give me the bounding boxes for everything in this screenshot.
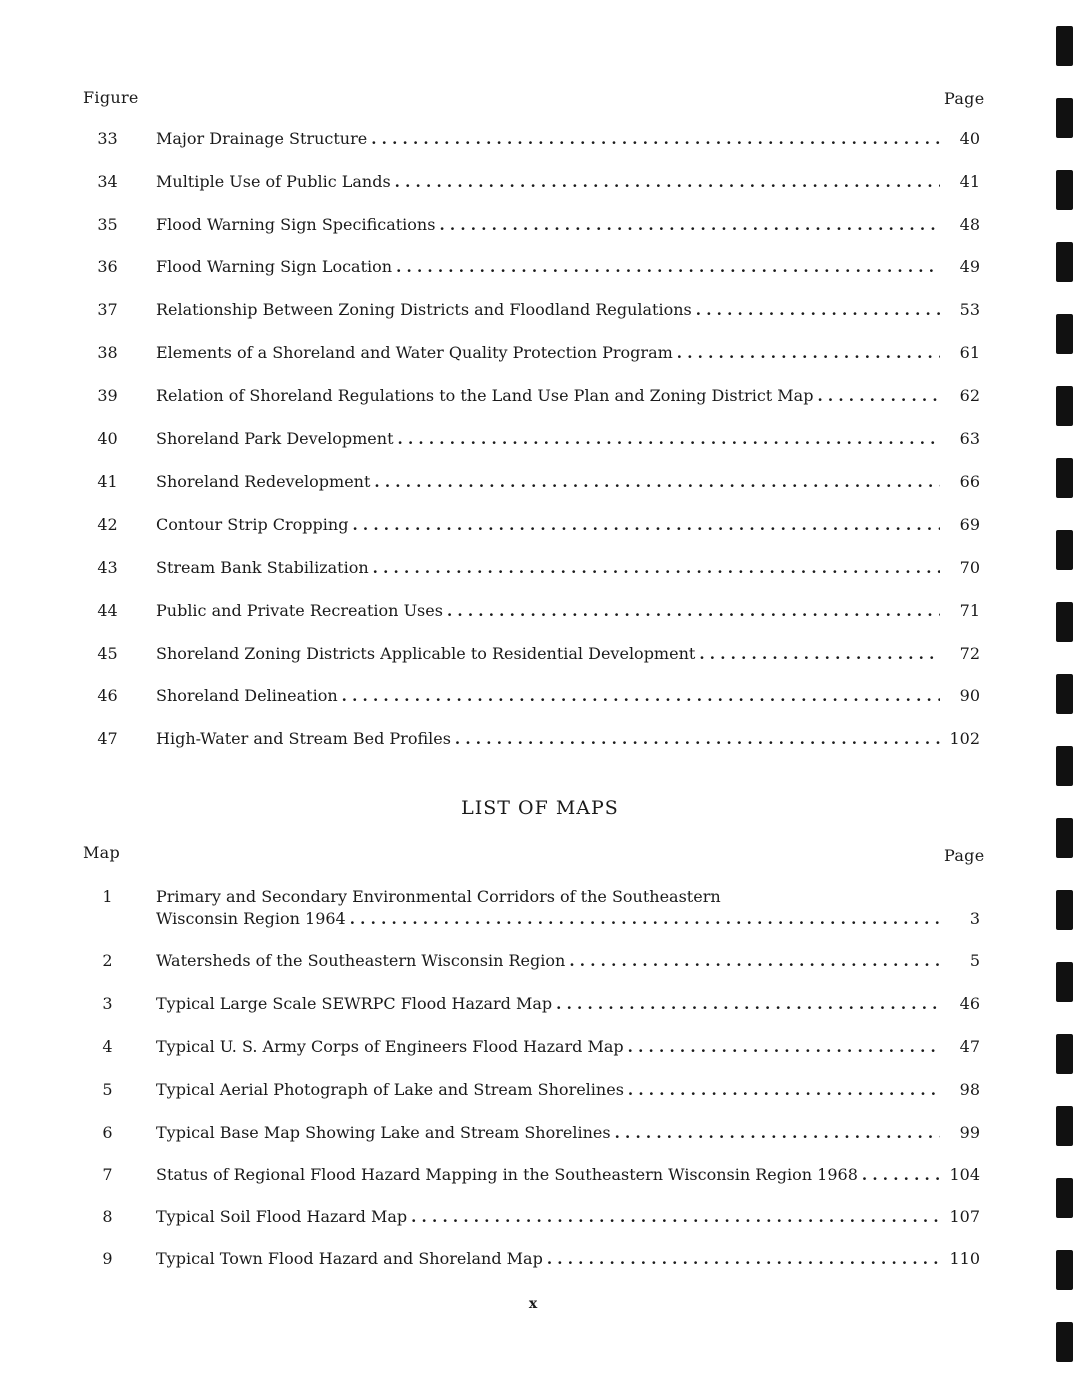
binding-mark — [1056, 26, 1073, 66]
entry-number: 3 — [102, 994, 113, 1013]
entry-title: Shoreland Zoning Districts Applicable to Residential Development — [156, 644, 696, 663]
binding-mark — [1056, 1322, 1073, 1362]
entry-page: 61 — [959, 343, 980, 362]
entry-number: 38 — [97, 343, 118, 362]
dot-leader — [677, 342, 940, 364]
entry-page: 70 — [959, 558, 980, 577]
entry-number: 5 — [102, 1080, 113, 1099]
entry-title: Typical Aerial Photograph of Lake and Stream Shorelines — [156, 1080, 624, 1099]
entry-number: 6 — [102, 1123, 113, 1142]
entry-title: Major Drainage Structure — [156, 129, 368, 148]
entry-page: 72 — [959, 644, 980, 663]
entry-number: 47 — [97, 729, 118, 748]
entry-number: 7 — [102, 1165, 113, 1184]
dot-leader — [411, 1206, 940, 1228]
map-column-label: Map — [83, 843, 121, 862]
entry-title: High-Water and Stream Bed Profiles — [156, 729, 451, 748]
entry-page: 71 — [959, 601, 980, 620]
binding-mark — [1056, 386, 1073, 426]
entry-title: Stream Bank Stabilization — [156, 558, 369, 577]
entry-number: 8 — [102, 1207, 113, 1226]
entry-page: 66 — [959, 472, 980, 491]
entry-number: 41 — [97, 472, 118, 491]
entry-title: Elements of a Shoreland and Water Quality Protection Program — [156, 343, 673, 362]
dot-leader — [374, 471, 940, 493]
dot-leader — [455, 728, 940, 750]
entry-number: 34 — [97, 172, 118, 191]
entry-number: 37 — [97, 300, 118, 319]
entry-title: Contour Strip Cropping — [156, 515, 349, 534]
binding-mark — [1056, 1178, 1073, 1218]
section-title: LIST OF MAPS — [461, 797, 619, 819]
binding-mark — [1056, 1250, 1073, 1290]
dot-leader — [439, 214, 940, 236]
dot-leader — [395, 171, 940, 193]
entry-title: Typical Base Map Showing Lake and Stream Shorelines — [156, 1123, 611, 1142]
dot-leader — [373, 557, 940, 579]
entry-number: 4 — [102, 1037, 113, 1056]
binding-mark — [1056, 1034, 1073, 1074]
entry-page: 102 — [949, 729, 980, 748]
entry-title: Wisconsin Region 1964 — [156, 909, 346, 928]
entry-title: Relation of Shoreland Regulations to the Land Use Plan and Zoning District Map — [156, 386, 814, 405]
dot-leader — [696, 299, 940, 321]
entry-page: 104 — [949, 1165, 980, 1184]
binding-mark — [1056, 98, 1073, 138]
binding-mark — [1056, 890, 1073, 930]
binding-mark — [1056, 458, 1073, 498]
entry-page: 107 — [949, 1207, 980, 1226]
entry-number: 45 — [97, 644, 118, 663]
dot-leader — [352, 514, 940, 536]
entry-number: 9 — [102, 1249, 113, 1268]
entry-number: 44 — [97, 601, 118, 620]
binding-mark — [1056, 314, 1073, 354]
dot-leader — [817, 385, 940, 407]
dot-leader — [371, 128, 940, 150]
dot-leader — [699, 643, 940, 665]
entry-number: 2 — [102, 951, 113, 970]
entry-page: 99 — [959, 1123, 980, 1142]
entry-page: 48 — [959, 215, 980, 234]
dot-leader — [350, 908, 940, 930]
dot-leader — [556, 993, 940, 1015]
entry-number: 39 — [97, 386, 118, 405]
dot-leader — [569, 950, 940, 972]
entry-page: 40 — [959, 129, 980, 148]
dot-leader — [396, 256, 940, 278]
dot-leader — [628, 1036, 940, 1058]
binding-mark — [1056, 746, 1073, 786]
entry-page: 90 — [959, 686, 980, 705]
entry-page: 69 — [959, 515, 980, 534]
dot-leader — [862, 1164, 940, 1186]
entry-number: 36 — [97, 257, 118, 276]
entry-number: 46 — [97, 686, 118, 705]
entry-number: 1 — [102, 887, 113, 906]
entry-page: 62 — [959, 386, 980, 405]
binding-mark — [1056, 1106, 1073, 1146]
entry-page: 53 — [959, 300, 980, 319]
entry-title: Typical Town Flood Hazard and Shoreland Map — [156, 1249, 543, 1268]
entry-title: Shoreland Redevelopment — [156, 472, 371, 491]
entry-page: 46 — [959, 994, 980, 1013]
entry-number: 43 — [97, 558, 118, 577]
binding-mark — [1056, 674, 1073, 714]
entry-page: 110 — [949, 1249, 980, 1268]
entry-page: 63 — [959, 429, 980, 448]
entry-title: Status of Regional Flood Hazard Mapping in the Southeastern Wisconsin Region 1968 — [156, 1165, 858, 1184]
figure-column-label: Figure — [83, 88, 139, 107]
map-page-column-label: Page — [944, 846, 985, 865]
figure-page-column-label: Page — [944, 89, 985, 108]
entry-title: Multiple Use of Public Lands — [156, 172, 391, 191]
entry-page: 49 — [959, 257, 980, 276]
entry-number: 42 — [97, 515, 118, 534]
entry-page: 3 — [969, 909, 980, 928]
entry-title: Watersheds of the Southeastern Wisconsin Region — [156, 951, 566, 970]
entry-title: Public and Private Recreation Uses — [156, 601, 443, 620]
entry-title: Shoreland Park Development — [156, 429, 394, 448]
entry-title: Typical Large Scale SEWRPC Flood Hazard Map — [156, 994, 553, 1013]
entry-title: Typical Soil Flood Hazard Map — [156, 1207, 408, 1226]
entry-title: Flood Warning Sign Location — [156, 257, 393, 276]
entry-page: 47 — [959, 1037, 980, 1056]
entry-title: Shoreland Delineation — [156, 686, 338, 705]
binding-mark — [1056, 818, 1073, 858]
dot-leader — [628, 1079, 940, 1101]
dot-leader — [547, 1248, 940, 1270]
dot-leader — [615, 1122, 940, 1144]
page-number: x — [528, 1296, 538, 1312]
binding-mark — [1056, 530, 1073, 570]
entry-page: 98 — [959, 1080, 980, 1099]
dot-leader — [398, 428, 941, 450]
entry-title: Relationship Between Zoning Districts and Floodland Regulations — [156, 300, 692, 319]
entry-number: 33 — [97, 129, 118, 148]
entry-page: 41 — [959, 172, 980, 191]
entry-title-line1: Primary and Secondary Environmental Corridors of the Southeastern — [156, 887, 721, 906]
binding-mark — [1056, 242, 1073, 282]
entry-number: 40 — [97, 429, 118, 448]
entry-page: 5 — [969, 951, 980, 970]
entry-title: Typical U. S. Army Corps of Engineers Flood Hazard Map — [156, 1037, 624, 1056]
dot-leader — [447, 600, 940, 622]
dot-leader — [342, 685, 940, 707]
entry-number: 35 — [97, 215, 118, 234]
binding-mark — [1056, 602, 1073, 642]
binding-mark — [1056, 962, 1073, 1002]
entry-title: Flood Warning Sign Specifications — [156, 215, 436, 234]
binding-mark — [1056, 170, 1073, 210]
